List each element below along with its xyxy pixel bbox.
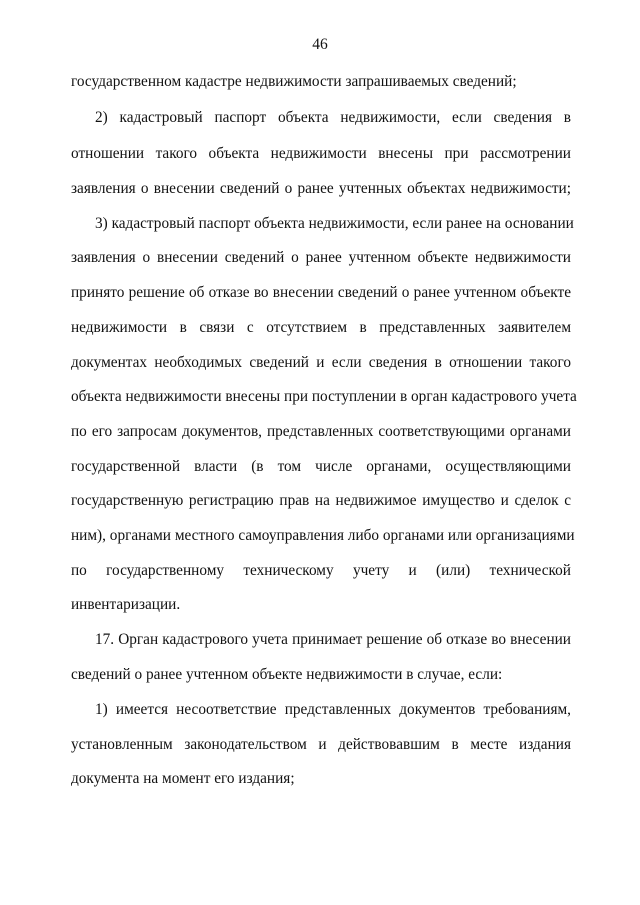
text-line: принято решение об отказе во внесении сведений о ранее учтенном объекте bbox=[71, 284, 571, 301]
text-line: государственной власти (в том числе органами, осуществляющими bbox=[71, 458, 571, 475]
text-line: инвентаризации. bbox=[71, 596, 181, 613]
text-line: заявления о внесении сведений о ранее учтенном объекте недвижимости bbox=[71, 249, 571, 266]
text-line: отношении такого объекта недвижимости внесены при рассмотрении bbox=[71, 145, 571, 162]
text-line: заявления о внесении сведений о ранее учтенных объектах недвижимости; bbox=[71, 180, 571, 197]
text-line: объекта недвижимости внесены при поступлении в орган кадастрового учета bbox=[71, 388, 577, 405]
text-line: недвижимости в связи с отсутствием в представленных заявителем bbox=[71, 319, 571, 336]
text-line: 17. Орган кадастрового учета принимает решение об отказе во внесении bbox=[95, 631, 571, 648]
text-line: государственную регистрацию прав на недвижимое имущество и сделок с bbox=[71, 492, 571, 509]
text-line: 1) имеется несоответствие представленных документов требованиям, bbox=[95, 701, 571, 718]
text-line: 3) кадастровый паспорт объекта недвижимости, если ранее на основании bbox=[95, 215, 574, 232]
text-line: установленным законодательством и действовавшим в месте издания bbox=[71, 736, 571, 753]
text-line: по государственному техническому учету и (или) технической bbox=[71, 562, 571, 579]
text-line: документах необходимых сведений и если сведения в отношении такого bbox=[71, 354, 571, 371]
text-line: государственном кадастре недвижимости запрашиваемых сведений; bbox=[71, 73, 517, 90]
text-line: 2) кадастровый паспорт объекта недвижимости, если сведения в bbox=[95, 109, 571, 126]
page-number: 46 bbox=[312, 36, 328, 53]
text-line: ним), органами местного самоуправления либо органами или организациями bbox=[71, 527, 575, 544]
text-line: по его запросам документов, представленных соответствующими органами bbox=[71, 423, 571, 440]
text-line: сведений о ранее учтенном объекте недвижимости в случае, если: bbox=[71, 666, 503, 683]
text-line: документа на момент его издания; bbox=[71, 770, 295, 787]
